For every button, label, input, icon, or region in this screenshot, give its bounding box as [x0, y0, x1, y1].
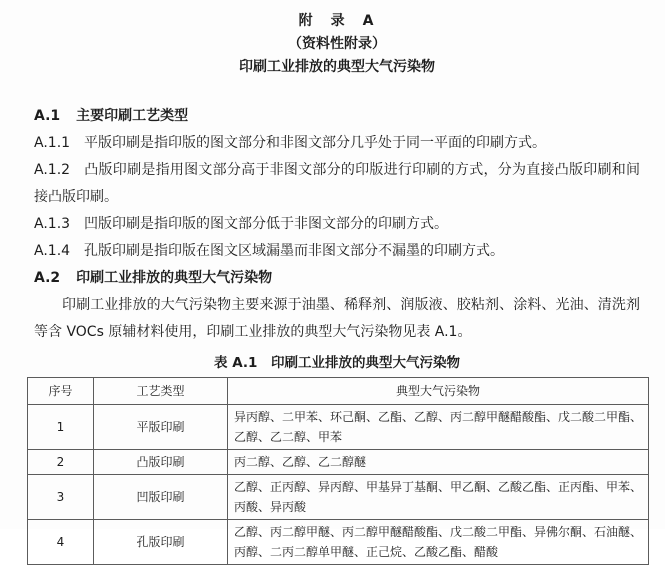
- appendix-label: 附 录 A: [298, 13, 376, 29]
- row-2-process: 凸版印刷: [94, 450, 228, 475]
- clause-a1-1-number: A.1.1: [34, 135, 71, 151]
- clause-a1-2: [34, 157, 640, 211]
- table-caption: 表 A.1 印刷工业排放的典型大气污染物: [214, 355, 460, 371]
- table-row: [28, 520, 649, 565]
- row-1-process: 平版印刷: [94, 405, 228, 450]
- table-header-row: [28, 378, 649, 405]
- clause-a1-4-text: 孔版印刷是指印版在图文区域漏墨而非图文部分不漏墨的印刷方式。: [84, 243, 505, 259]
- row-3-no: 3: [28, 475, 94, 520]
- section-a1-title: 主要印刷工艺类型: [76, 108, 189, 124]
- appendix-subject: 印刷工业排放的典型大气污染物: [239, 59, 435, 75]
- section-a2-paragraph: 印刷工业排放的大气污染物主要来源于油墨、稀释剂、润版液、胶粘剂、涂料、光油、清洗剂等含 VOCs 原辅材料使用，印刷工业排放的典型大气污染物见表 A.1。: [34, 297, 640, 340]
- row-4-process: 孔版印刷: [94, 520, 228, 565]
- row-2-no: 2: [28, 450, 94, 475]
- header-typical-pollutants: 典型大气污染物: [228, 378, 649, 405]
- row-1-pollutants: 异丙醇、二甲苯、环己酮、乙酯、乙醇、丙二醇甲醚醋酸酯、戊二酸二甲酯、乙醇、乙二醇、甲苯: [228, 405, 649, 450]
- document-body: [34, 103, 640, 346]
- clause-a1-4: [34, 238, 640, 265]
- appendix-type-label: （资料性附录）: [288, 36, 386, 52]
- section-a1-heading: [34, 103, 640, 130]
- row-3-process: 凹版印刷: [94, 475, 228, 520]
- clause-a1-2-number: A.1.2: [34, 162, 71, 178]
- section-a2-number: A.2: [34, 270, 61, 286]
- section-a1-number: A.1: [34, 108, 61, 124]
- clause-a1-4-number: A.1.4: [34, 243, 71, 259]
- row-4-pollutants: 乙醇、丙二醇甲醚、丙二醇甲醚醋酸酯、戊二酸二甲酯、异佛尔酮、石油醚、丙醇、二丙二醇单甲醚、正己烷、乙酸乙酯、醋酸: [228, 520, 649, 565]
- pollutants-table: [27, 377, 649, 565]
- table-row: [28, 405, 649, 450]
- row-2-pollutants: 丙二醇、乙醇、乙二醇醚: [228, 450, 649, 475]
- row-4-no: 4: [28, 520, 94, 565]
- header-serial-number: 序号: [28, 378, 94, 405]
- row-3-pollutants: 乙醇、正丙醇、异丙醇、甲基异丁基酮、甲乙酮、乙酸乙酯、正丙酯、甲苯、丙酸、异丙酸: [228, 475, 649, 520]
- clause-a1-3-text: 凹版印刷是指印版的图文部分低于非图文部分的印刷方式。: [84, 216, 449, 232]
- clause-a1-3: [34, 211, 640, 238]
- table-row: [28, 450, 649, 475]
- clause-a1-2-text: 凸版印刷是指用图文部分高于非图文部分的印版进行印刷的方式，分为直接凸版印刷和间接凸版印刷。: [34, 162, 640, 205]
- appendix-title-block: [34, 10, 640, 79]
- header-process-type: 工艺类型: [94, 378, 228, 405]
- row-1-no: 1: [28, 405, 94, 450]
- section-a2-title: 印刷工业排放的典型大气污染物: [76, 270, 273, 286]
- clause-a1-1: [34, 130, 640, 157]
- table-row: [28, 475, 649, 520]
- clause-a1-1-text: 平版印刷是指印版的图文部分和非图文部分几乎处于同一平面的印刷方式。: [84, 135, 547, 151]
- section-a2-heading: [34, 265, 640, 292]
- clause-a1-3-number: A.1.3: [34, 216, 71, 232]
